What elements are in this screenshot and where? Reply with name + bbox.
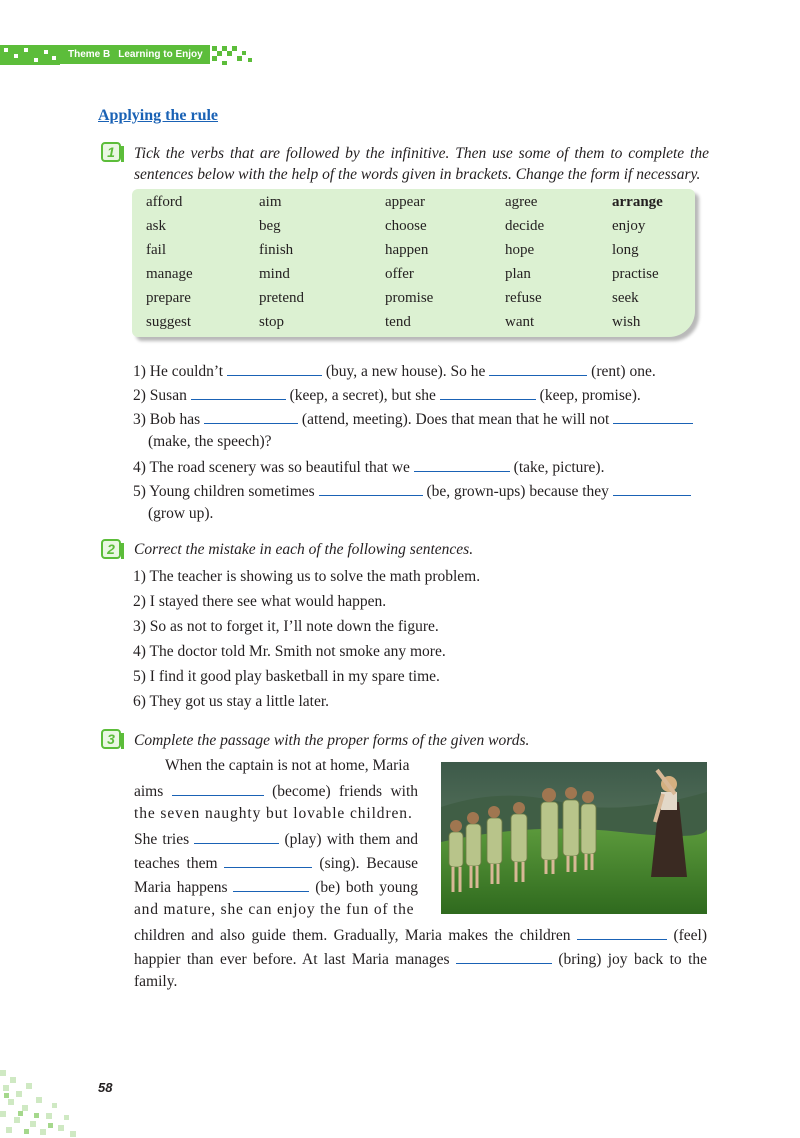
passage-line [134,781,418,801]
verb-refuse[interactable]: refuse [505,290,542,306]
verb-mind[interactable]: mind [259,266,290,282]
correction-sentence: 1) The teacher is showing us to solve the math problem. [133,568,481,585]
theme-tab [60,45,210,64]
passage-text: (sing). Because [319,855,419,872]
verb-aim[interactable]: aim [259,194,282,210]
passage-line [134,925,707,945]
passage-text: teaches them [134,855,218,872]
verb-practise[interactable]: practise [612,266,659,282]
sentence-5 [133,481,691,501]
passage-line: and mature, she can enjoy the fun of the [134,901,415,918]
correction-sentence: 5) I find it good play basketball in my spare time. [133,668,440,685]
sentence-2-part-a: 2) Susan [133,387,187,404]
correction-sentence: 3) So as not to forget it, I’ll note down the figure. [133,618,439,635]
answer-blank[interactable] [319,481,423,496]
answer-blank[interactable] [613,481,691,496]
passage-text: (bring) joy back to the [558,951,708,968]
sentence-1-part-a: 1) He couldn’t [133,363,224,380]
passage-line: the seven naughty but lovable children. [134,805,413,822]
passage-text: (become) friends with [272,783,419,800]
sentence-4-part-a: 4) The road scenery was so beautiful that we [133,459,410,476]
verb-long[interactable]: long [612,242,639,258]
answer-blank[interactable] [224,853,312,868]
answer-blank[interactable] [233,877,309,892]
verb-manage[interactable]: manage [146,266,193,282]
passage-text: (play) with them and [284,831,418,848]
passage-line [134,949,707,969]
verb-arrange[interactable]: arrange [612,194,663,210]
verb-stop[interactable]: stop [259,314,285,330]
sentence-5-continued: (grow up). [148,505,214,522]
answer-blank[interactable] [456,949,552,964]
passage-line [134,853,418,873]
theme-label: Theme B [68,49,111,60]
answer-blank[interactable] [577,925,667,940]
verb-ask[interactable]: ask [146,218,166,234]
verb-offer[interactable]: offer [385,266,414,282]
sentence-5-part-b: (be, grown-ups) because they [426,483,609,500]
verb-suggest[interactable]: suggest [146,314,191,330]
sentence-2-part-c: (keep, promise). [539,387,641,404]
verb-appear[interactable]: appear [385,194,425,210]
verb-afford[interactable]: afford [146,194,183,210]
answer-blank[interactable] [414,457,510,472]
verb-enjoy[interactable]: enjoy [612,218,646,234]
exercise-1-instruction [134,143,709,185]
answer-blank[interactable] [172,781,264,796]
footer-pixel-pattern [0,1065,100,1138]
theme-title: Learning to Enjoy [118,49,203,60]
verb-finish[interactable]: finish [259,242,294,258]
answer-blank[interactable] [191,385,286,400]
verb-decide[interactable]: decide [505,218,545,234]
verb-hope[interactable]: hope [505,242,535,258]
sentence-5-part-a: 5) Young children sometimes [133,483,315,500]
verb-pretend[interactable]: pretend [259,290,304,306]
answer-blank[interactable] [489,361,587,376]
sentence-4 [133,457,604,477]
passage-text: (be) both young [315,879,419,896]
sentence-4-part-b: (take, picture). [513,459,605,476]
passage-text: (feel) [673,927,708,944]
sentence-2-part-b: (keep, a secret), but she [289,387,436,404]
verb-want[interactable]: want [505,314,535,330]
answer-blank[interactable] [227,361,322,376]
verb-prepare[interactable]: prepare [146,290,191,306]
sentence-2 [133,385,641,405]
passage-line [134,877,418,897]
answer-blank[interactable] [440,385,536,400]
passage-text: children and also guide them. Gradually, Maria makes the children [134,927,571,944]
sentence-3-continued: (make, the speech)? [148,433,272,450]
verb-plan[interactable]: plan [505,266,531,282]
verb-happen[interactable]: happen [385,242,429,258]
sentence-3-part-b: (attend, meeting). Does that mean that he will not [301,411,610,428]
verb-agree[interactable]: agree [505,194,538,210]
instruction-line-1: Tick the verbs that are followed by the infinitive. Then use some of them to complete the [134,145,709,162]
passage-text: She tries [134,831,190,848]
sentence-3 [133,409,693,429]
correction-sentence: 4) The doctor told Mr. Smith not smoke any more. [133,643,446,660]
instruction-line-2: sentences below with the help of the words given in brackets. Change the form if necessary. [134,166,701,183]
sentence-1-part-b: (buy, a new house). So he [325,363,486,380]
verb-seek[interactable]: seek [612,290,639,306]
page-number: 58 [98,1080,113,1095]
exercise-3-instruction: Complete the passage with the proper forms of the given words. [134,732,530,749]
correction-sentence: 2) I stayed there see what would happen. [133,593,387,610]
passage-text: happier than ever before. At last Maria manages [134,951,450,968]
correction-sentence: 6) They got us stay a little later. [133,693,330,710]
exercise-3-badge: 3 [101,729,121,749]
exercise-1-badge: 1 [101,142,121,162]
answer-blank[interactable] [204,409,298,424]
passage-line: family. [134,973,178,990]
section-title: Applying the rule [98,107,219,124]
verb-wish[interactable]: wish [612,314,641,330]
sound-of-music-photo [441,762,707,914]
verb-choose[interactable]: choose [385,218,427,234]
answer-blank[interactable] [613,409,693,424]
verb-beg[interactable]: beg [259,218,281,234]
answer-blank[interactable] [194,829,279,844]
sentence-1-part-c: (rent) one. [591,363,656,380]
passage-line [134,829,418,849]
passage-line: When the captain is not at home, Maria [165,757,410,774]
exercise-2-badge: 2 [101,539,121,559]
verb-box [132,189,695,337]
passage-text: aims [134,783,164,800]
sentence-3-part-a: 3) Bob has [133,411,201,428]
verb-promise[interactable]: promise [385,290,434,306]
exercise-2-instruction: Correct the mistake in each of the following sentences. [134,541,474,558]
verb-fail[interactable]: fail [146,242,166,258]
passage-text: Maria happens [134,879,228,896]
verb-tend[interactable]: tend [385,314,411,330]
sentence-1 [133,361,656,381]
